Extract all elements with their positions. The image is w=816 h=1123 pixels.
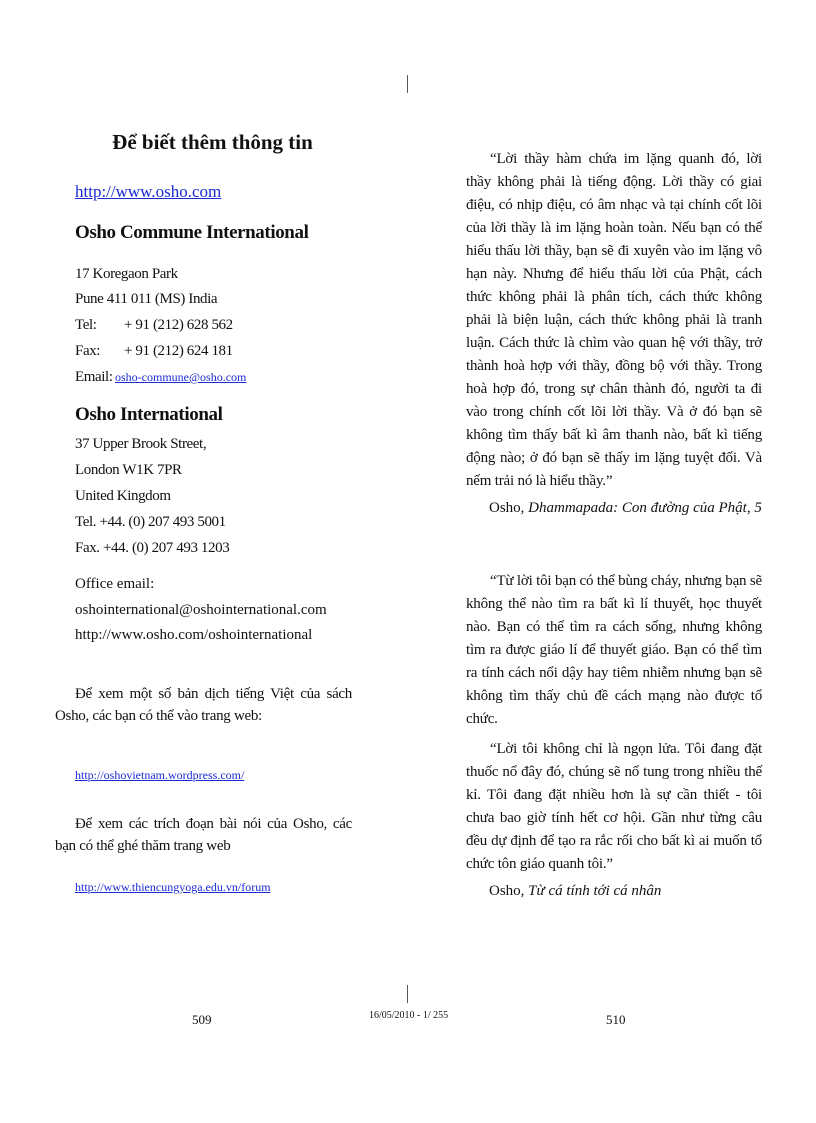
org2-name: Osho International bbox=[75, 404, 223, 425]
viet-link[interactable]: http://oshovietnam.wordpress.com/ bbox=[75, 768, 245, 782]
quote3-text: “Lời tôi không chỉ là ngọn lửa. Tôi đang đặt thuốc nổ đây đó, chúng sẽ nổ tung trong nhiều thế kỉ. Tôi đang đặt nhiều hơn là sự cần thiết - tôi chưa bao giờ tính hết cơ hội. Gần như từng câu đều dự định để tạo ra rắc rối cho bất kì ai muốn tổ chức tôn giáo quanh tôi.” bbox=[466, 741, 762, 872]
quote3-block bbox=[466, 738, 762, 876]
cite1-work: Dhammapada: Con đường của Phật, 5 bbox=[528, 500, 762, 516]
viet-note-text: Để xem một số bản dịch tiếng Việt của sách Osho, các bạn có thể vào trang web: bbox=[55, 686, 352, 724]
osho-website-link[interactable]: http://www.osho.com bbox=[75, 182, 222, 201]
org2-tel: Tel. +44. (0) 207 493 5001 bbox=[75, 514, 226, 530]
excerpt-note bbox=[55, 813, 352, 857]
org2-office-email-label: Office email: bbox=[75, 576, 155, 592]
quote1-text: “Lời thầy hàm chứa im lặng quanh đó, lời thầy không phải là tiếng động. Lời thầy có giai điệu, có nhịp điệu, có âm nhạc và tại chính cốt lõi của lời thầy là im lặng hoàn toàn. Nếu bạn có thể hiểu thấu lời thầy, bạn sẽ đi xuyên vào im lặng vô hạn này. Nhưng để hiểu thấu lời của Phật, cách thức không phải là phân tích, cách thức không phải là biện luận, cách thức không phải là tranh luận. Cách thức là chìm vào quan hệ với thầy, trở thành hoà hợp với thầy, đồng bộ với thầy. Trong hoà hợp đó, trong sự chân thành đó, người ta đi vào trong chính cốt lõi lời thầy. Và ở đó bạn sẽ không tìm thấy bất kì âm thanh nào, bất kì tiếng động nào; ở đó bạn sẽ thấy im lặng tuyệt đối. Và nếm trải nó là hiểu thầy.” bbox=[466, 151, 762, 489]
cite1-author: Osho, bbox=[489, 500, 525, 516]
org1-fax-label: Fax: bbox=[75, 343, 101, 359]
quote2-text: “Từ lời tôi bạn có thể bùng cháy, nhưng bạn sẽ không thể nào tìm ra bất kì lí thuyết, học thuyết nào. Bạn có thể tìm ra cách sống, nhưng không tìm ra được giáo lí để thuyết giáo. Bạn có thể tìm ra tính cách nổi dậy hay tiêm nhiễm nhưng bạn sẽ không tìm thấy chủ đề cách mạng nào được tổ chức. bbox=[466, 573, 762, 727]
org1-tel: + 91 (212) 628 562 bbox=[124, 317, 233, 333]
org2-fax: Fax. +44. (0) 207 493 1203 bbox=[75, 540, 230, 556]
quote2-block bbox=[466, 570, 762, 731]
left-page-number: 509 bbox=[192, 1012, 212, 1027]
org2-address1: 37 Upper Brook Street, bbox=[75, 436, 207, 452]
org2-office-email: oshointernational@oshointernational.com bbox=[75, 602, 327, 618]
org1-email-label: Email: bbox=[75, 369, 113, 385]
org1-tel-label: Tel: bbox=[75, 317, 97, 333]
org1-address1: 17 Koregaon Park bbox=[75, 266, 178, 282]
viet-note bbox=[55, 683, 352, 727]
cite2-work: Từ cá tính tới cá nhân bbox=[528, 883, 662, 899]
page-title: Để biết thêm thông tin bbox=[112, 130, 313, 154]
bottom-center-mark bbox=[407, 985, 408, 1003]
org1-fax: + 91 (212) 624 181 bbox=[124, 343, 233, 359]
right-page-number: 510 bbox=[606, 1012, 626, 1027]
excerpt-link[interactable]: http://www.thiencungyoga.edu.vn/forum bbox=[75, 880, 271, 894]
org1-name: Osho Commune International bbox=[75, 222, 309, 243]
org2-address3: United Kingdom bbox=[75, 488, 171, 504]
org2-address2: London W1K 7PR bbox=[75, 462, 182, 478]
org1-email-link[interactable]: osho-commune@osho.com bbox=[115, 370, 247, 384]
cite2 bbox=[489, 880, 661, 902]
cite1 bbox=[489, 497, 762, 519]
cite2-author: Osho, bbox=[489, 883, 525, 899]
top-center-mark bbox=[407, 75, 408, 93]
org2-office-web: http://www.osho.com/oshointernational bbox=[75, 627, 313, 643]
quote1-block bbox=[466, 148, 762, 493]
excerpt-note-text: Để xem các trích đoạn bài nói của Osho, các bạn có thể ghé thăm trang web bbox=[55, 816, 352, 854]
footer-date: 16/05/2010 - 1/ 255 bbox=[369, 1010, 449, 1021]
org1-address2: Pune 411 011 (MS) India bbox=[75, 291, 218, 307]
